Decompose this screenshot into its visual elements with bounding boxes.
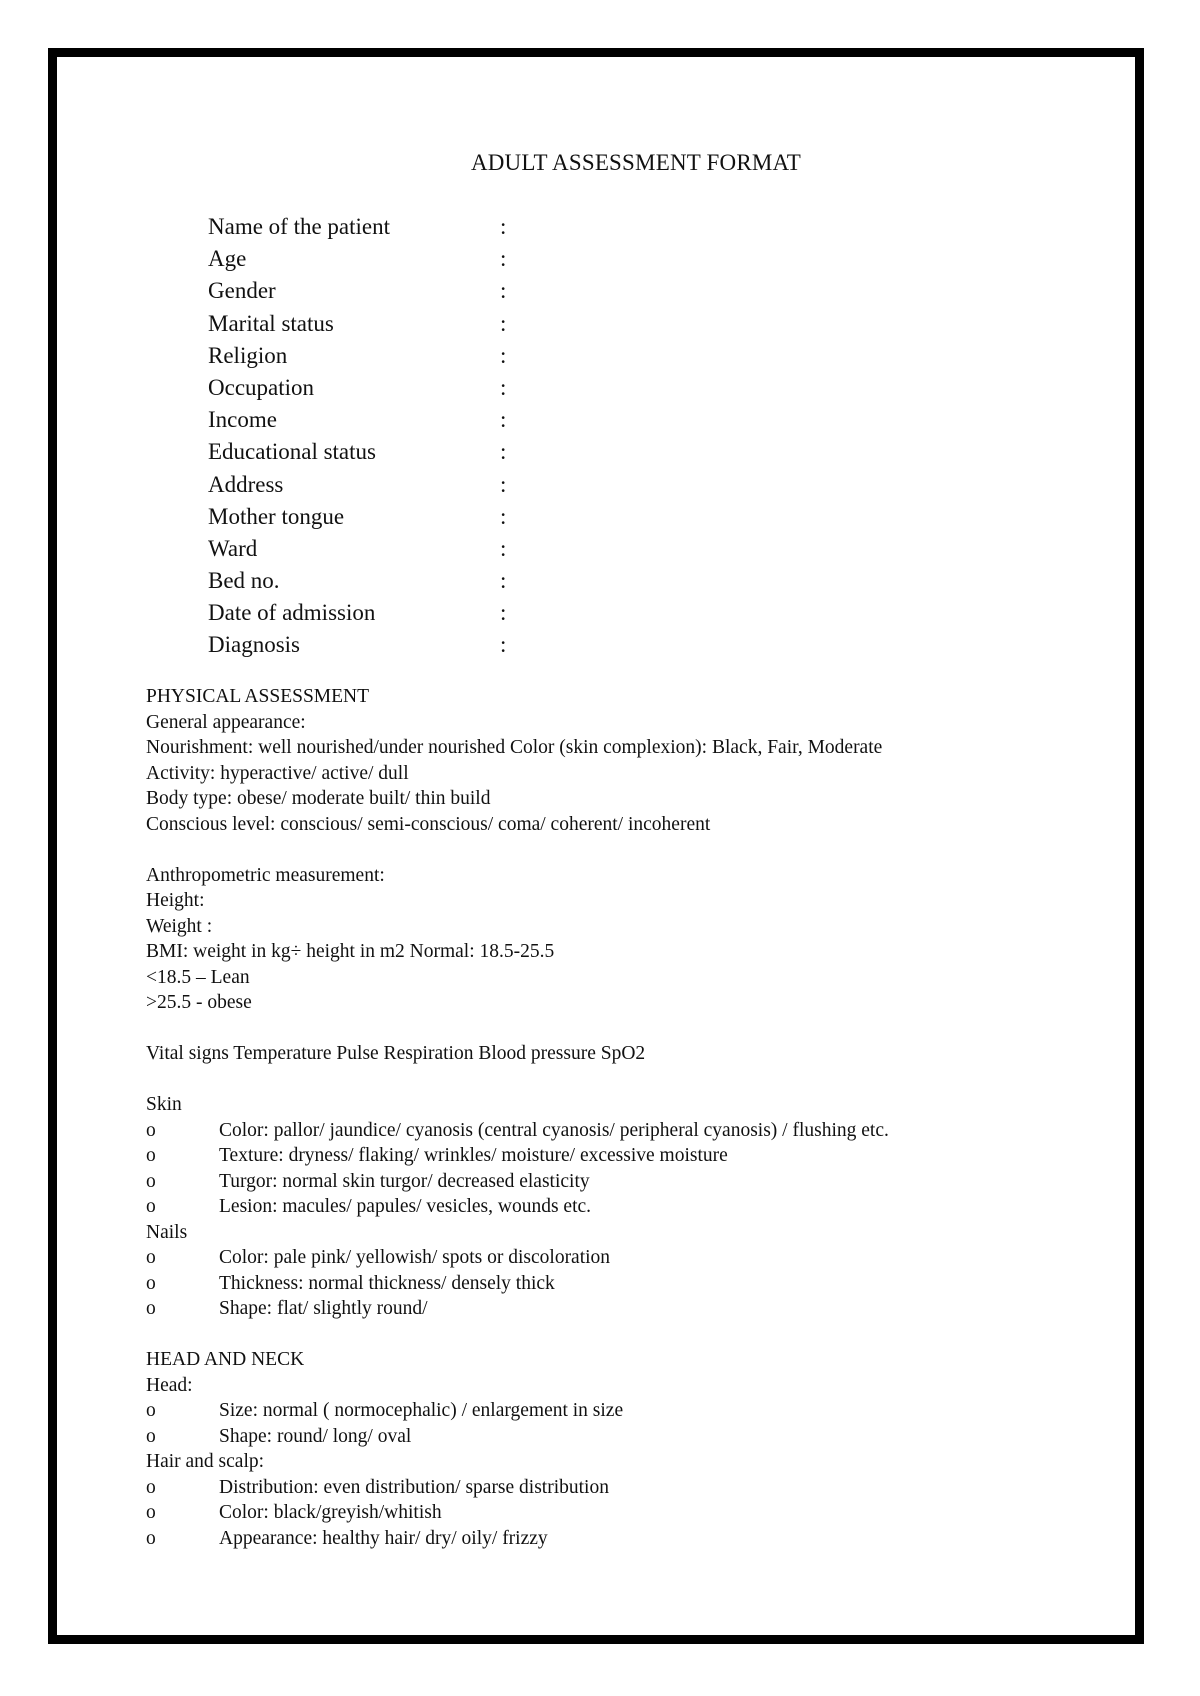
- patient-info-row: [208, 533, 520, 565]
- bullet-mark: o: [146, 1170, 156, 1192]
- patient-info-row: [208, 404, 520, 436]
- conscious-level-line: Conscious level: conscious/ semi-conscious/ coma/ coherent/ incoherent: [146, 813, 711, 835]
- field-label: Date of admission: [208, 600, 376, 626]
- field-label: Mother tongue: [208, 503, 345, 529]
- height-line: Height:: [146, 890, 205, 911]
- bullet-mark: o: [146, 1196, 156, 1217]
- field-label: Diagnosis: [208, 632, 300, 658]
- field-colon: :: [500, 214, 507, 239]
- skin-item-text: Lesion: macules/ papules/ vesicles, wounds etc.: [219, 1196, 592, 1217]
- field-colon: :: [500, 342, 507, 368]
- field-label: Income: [208, 407, 277, 433]
- patient-info-row: [208, 597, 520, 629]
- field-colon: :: [500, 632, 507, 658]
- field-label: Educational status: [208, 439, 376, 465]
- field-label: Gender: [208, 278, 276, 304]
- spacer: [146, 1067, 889, 1093]
- nails-item-text: Color: pale pink/ yellowish/ spots or discoloration: [219, 1247, 611, 1268]
- field-label: Age: [208, 246, 247, 272]
- hair-scalp-item: [146, 1526, 889, 1552]
- skin-item-text: Color: pallor/ jaundice/ cyanosis (central cyanosis/ peripheral cyanosis) / flushing etc.: [219, 1119, 889, 1141]
- skin-item: [146, 1169, 889, 1195]
- bullet-mark: o: [146, 1476, 156, 1498]
- weight-line: Weight :: [146, 915, 213, 937]
- general-appearance-label: General appearance:: [146, 711, 306, 733]
- skin-item: [146, 1194, 889, 1220]
- patient-info-row: [208, 211, 520, 243]
- section-heading-physical-assessment: PHYSICAL ASSESSMENT: [146, 686, 370, 707]
- skin-item: [146, 1118, 889, 1144]
- skin-item: [146, 1143, 889, 1169]
- field-label: Name of the patient: [208, 214, 391, 239]
- bullet-mark: o: [146, 1272, 156, 1294]
- assessment-body: [146, 684, 889, 1551]
- bmi-line: BMI: weight in kg÷ height in m2 Normal: 18.5-25.5: [146, 941, 555, 962]
- nails-item: [146, 1296, 889, 1322]
- bullet-mark: o: [146, 1400, 156, 1421]
- spacer: [146, 837, 889, 863]
- field-colon: :: [500, 439, 507, 465]
- nails-item: [146, 1245, 889, 1271]
- patient-info-row: [208, 275, 520, 307]
- hair-scalp-item: [146, 1475, 889, 1501]
- field-label: Address: [208, 471, 284, 497]
- obese-range-line: >25.5 - obese: [146, 992, 252, 1013]
- head-item-text: Shape: round/ long/ oval: [219, 1425, 412, 1447]
- bullet-mark: o: [146, 1527, 156, 1549]
- hair-scalp-item: [146, 1500, 889, 1526]
- activity-line: Activity: hyperactive/ active/ dull: [146, 762, 409, 784]
- field-colon: :: [500, 568, 507, 594]
- patient-info-row: [208, 340, 520, 372]
- body-type-line: Body type: obese/ moderate built/ thin build: [146, 788, 491, 809]
- patient-info-row: [208, 501, 520, 533]
- skin-heading: Skin: [146, 1094, 182, 1115]
- field-colon: :: [500, 407, 507, 433]
- field-label: Ward: [208, 535, 258, 561]
- field-label: Marital status: [208, 310, 334, 336]
- field-colon: :: [500, 374, 507, 400]
- skin-item-text: Texture: dryness/ flaking/ wrinkles/ moisture/ excessive moisture: [219, 1145, 728, 1166]
- bullet-mark: o: [146, 1298, 156, 1319]
- head-item: [146, 1424, 889, 1450]
- field-label: Bed no.: [208, 568, 280, 594]
- patient-info-row: [208, 565, 520, 597]
- patient-info-row: [208, 243, 520, 275]
- field-colon: :: [500, 471, 507, 497]
- head-item-text: Size: normal ( normocephalic) / enlargement in size: [219, 1400, 624, 1421]
- hair-scalp-item-text: Appearance: healthy hair/ dry/ oily/ frizzy: [219, 1527, 548, 1549]
- nails-item-text: Shape: flat/ slightly round/: [219, 1298, 428, 1319]
- spacer: [146, 1322, 889, 1348]
- field-colon: :: [500, 246, 507, 272]
- field-label: Occupation: [208, 374, 315, 400]
- document-title: ADULT ASSESSMENT FORMAT: [470, 150, 802, 175]
- field-colon: :: [500, 310, 507, 336]
- hair-scalp-item-text: Distribution: even distribution/ sparse distribution: [219, 1476, 609, 1498]
- patient-info-fields: [208, 211, 520, 662]
- bullet-mark: o: [146, 1425, 156, 1447]
- field-colon: :: [500, 535, 507, 561]
- bullet-mark: o: [146, 1145, 156, 1166]
- patient-info-row: [208, 629, 520, 661]
- section-heading-head-and-neck: HEAD AND NECK: [146, 1349, 305, 1370]
- patient-info-row: [208, 372, 520, 404]
- nails-item-text: Thickness: normal thickness/ densely thick: [219, 1272, 555, 1294]
- nourishment-line: Nourishment: well nourished/under nourished Color (skin complexion): Black, Fair, Moderate: [146, 737, 883, 758]
- lean-range-line: <18.5 – Lean: [146, 966, 250, 988]
- patient-info-row: [208, 436, 520, 468]
- vital-signs-line: Vital signs Temperature Pulse Respiration Blood pressure SpO2: [146, 1043, 646, 1064]
- hair-scalp-heading: Hair and scalp:: [146, 1451, 265, 1472]
- patient-info-row: [208, 308, 520, 340]
- hair-scalp-item-text: Color: black/greyish/whitish: [219, 1502, 442, 1523]
- nails-heading: Nails: [146, 1221, 188, 1243]
- bullet-mark: o: [146, 1247, 156, 1268]
- spacer: [146, 1016, 889, 1042]
- field-label: Religion: [208, 342, 288, 368]
- bullet-mark: o: [146, 1502, 156, 1523]
- head-heading: Head:: [146, 1374, 193, 1396]
- skin-item-text: Turgor: normal skin turgor/ decreased elasticity: [219, 1170, 590, 1192]
- field-colon: :: [500, 503, 507, 529]
- nails-item: [146, 1271, 889, 1297]
- patient-info-row: [208, 469, 520, 501]
- bullet-mark: o: [146, 1119, 156, 1141]
- field-colon: :: [500, 278, 507, 304]
- head-item: [146, 1398, 889, 1424]
- field-colon: :: [500, 600, 507, 626]
- anthropometric-heading: Anthropometric measurement:: [146, 864, 385, 886]
